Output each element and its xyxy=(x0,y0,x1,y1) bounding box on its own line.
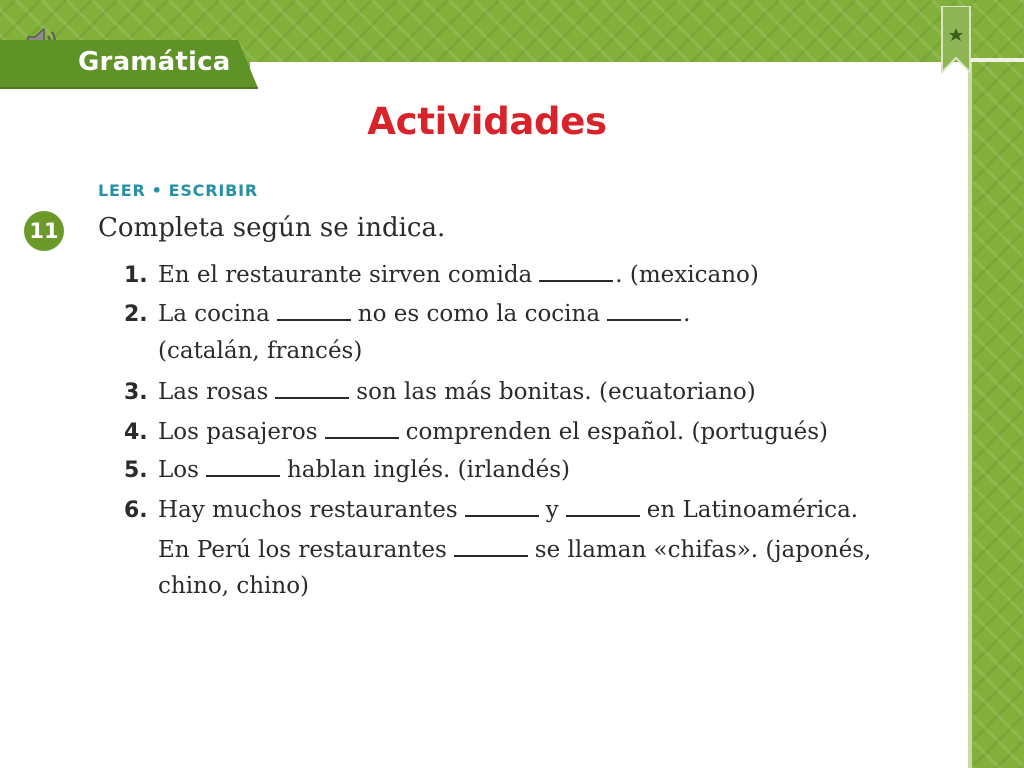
answer-blank[interactable] xyxy=(465,495,539,517)
item-number: 6. xyxy=(124,498,148,523)
answer-blank[interactable] xyxy=(277,299,351,321)
item-text: son las más bonitas. (ecuatoriano) xyxy=(356,379,756,405)
item-number: 1. xyxy=(124,263,148,288)
answer-blank[interactable] xyxy=(566,495,640,517)
item-text: Las rosas xyxy=(158,379,269,405)
item-text: . xyxy=(683,301,691,327)
page-edge xyxy=(968,60,972,768)
exercise-item-5 xyxy=(158,455,570,483)
answer-blank[interactable] xyxy=(607,299,681,321)
item-text: La cocina xyxy=(158,301,270,327)
skills-line xyxy=(98,181,258,200)
skill-separator: • xyxy=(151,181,163,200)
item-text: no es como la cocina xyxy=(357,301,601,327)
answer-blank[interactable] xyxy=(539,260,613,282)
item-number: 4. xyxy=(124,420,148,445)
item-text: En Perú los restaurantes xyxy=(158,537,447,563)
item-number: 5. xyxy=(124,458,148,483)
item-text: Los pasajeros xyxy=(158,419,318,445)
item-text: Los xyxy=(158,457,199,483)
item-text: comprenden el español. (portugués) xyxy=(405,419,829,445)
skill-write: ESCRIBIR xyxy=(168,181,258,200)
activity-instruction: Completa según se indica. xyxy=(98,213,446,243)
item-text: . (mexicano) xyxy=(615,262,759,288)
skill-read: LEER xyxy=(98,181,146,200)
answer-blank[interactable] xyxy=(275,377,349,399)
answer-blank[interactable] xyxy=(454,535,528,557)
bookmark-icon[interactable] xyxy=(940,6,972,74)
exercise-item-2-hint: (catalán, francés) xyxy=(158,338,363,364)
right-frame xyxy=(972,0,1024,768)
exercise-item-2 xyxy=(158,299,690,327)
answer-blank[interactable] xyxy=(206,455,280,477)
item-text: se llaman «chifas». (japonés, xyxy=(534,537,872,563)
item-number: 2. xyxy=(124,302,148,327)
exercise-item-6-line-2 xyxy=(158,535,871,563)
exercise-item-4 xyxy=(158,417,828,445)
item-text: hablan inglés. (irlandés) xyxy=(286,457,570,483)
item-text: y xyxy=(545,497,559,523)
exercise-item-6 xyxy=(158,495,858,523)
exercise-item-6-hint: chino, chino) xyxy=(158,573,310,599)
section-tab xyxy=(0,40,258,90)
answer-blank[interactable] xyxy=(325,417,399,439)
item-text: en Latinoamérica. xyxy=(646,497,859,523)
item-text: En el restaurante sirven comida xyxy=(158,262,533,288)
item-number: 3. xyxy=(124,380,148,405)
exercise-item-3 xyxy=(158,377,756,405)
page-title: Actividades xyxy=(367,100,607,143)
section-title: Gramática xyxy=(78,47,231,77)
exercise-item-1 xyxy=(158,260,759,288)
frame-notch xyxy=(970,58,1024,62)
item-text: Hay muchos restaurantes xyxy=(158,497,458,523)
activity-number-badge: 11 xyxy=(24,211,64,251)
page-area-top xyxy=(250,62,968,92)
